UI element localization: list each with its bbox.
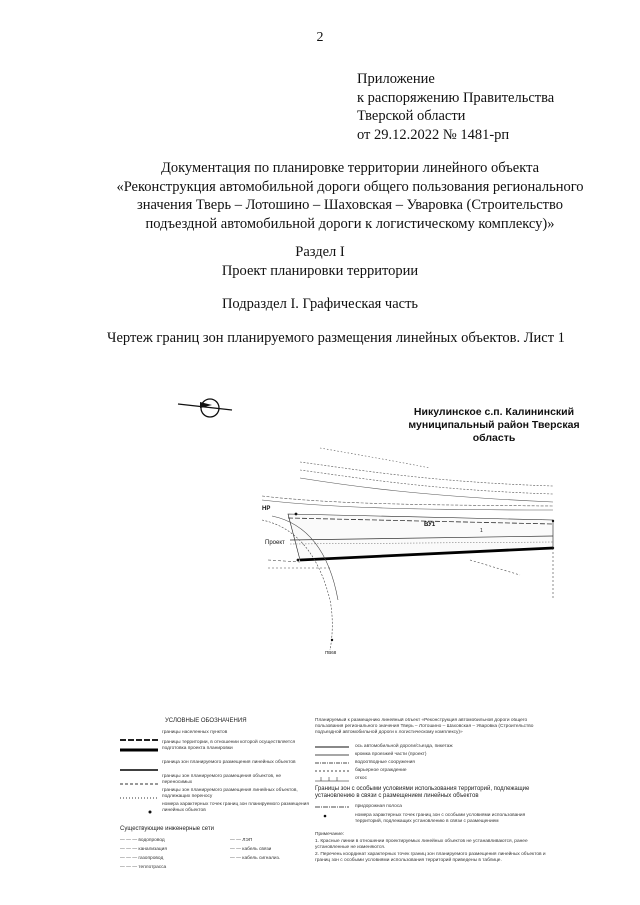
note-item: 2. Перечень координат характерных точек границ зон планируемого размещения линейных объектов и границ зон с особыми условиями использования территорий приведены в таблице. [315,852,546,863]
legend-left [120,718,310,888]
legend-symbol [315,804,349,810]
legend-text: номера характерных точек границ зон с особыми условиями использования территорий, подлежащих установлению в связи с размещением [355,813,526,824]
legend-text: ось автомобильной дороги/съезда, пикетаж [355,744,453,749]
map-mark-bottom: ПВ68 [325,650,337,655]
appendix-line: Тверской области [357,108,466,125]
appendix-block [357,70,554,144]
area-label-line: муниципальный район Тверская [408,419,580,431]
legend-right-header: Планируемый к размещению линейный объект «Реконструкция автомобильной дороги общего пользования регионального значения Тверь – Лотошино – Шаховская – Уваровка (Строительство подъездной автомобильной дороги к логистическому комплексу)» [315,718,534,735]
legend-row [120,740,296,758]
zones-items [315,804,553,827]
legend-text: границы зон планируемого размещения линейных объектов, подлежащих переносу [162,788,298,799]
legend-symbol [120,767,158,773]
legend-symbol [120,747,158,753]
map-mark-np: НР [262,506,271,512]
page-number: 2 [316,30,324,45]
area-label [394,406,594,445]
networks-header: Существующие инженерные сети [120,826,215,832]
network-item: — — ЛЭП [230,838,253,843]
title-line: «Реконструкция автомобильной дороги общего пользования регионального [116,178,584,195]
legend-row [315,744,553,752]
title-line: значения Тверь – Лотошино – Шаховская – Уваровка (Строительство [136,197,563,214]
planned-zone-boundary [288,514,553,560]
legend-text: границы зон планируемого размещения объектов, не переносимых [162,774,282,785]
legend-row [315,813,553,827]
north-arrow-icon [178,399,232,417]
document-title [60,159,640,233]
legend-row [120,802,309,820]
legend-text: граница зон планируемого размещения линейных объектов [162,760,296,765]
legend-text: придорожная полоса [355,804,402,809]
legend-symbol [315,813,349,819]
note-item: 1. Красные линии в отношении проектируемых линейных объектов не устанавливаются, ранее установленные не изменяются. [315,839,528,850]
area-label-line: область [472,432,516,444]
legend-text: кромка проезжей части (проект) [355,752,427,757]
appendix-line: Приложение [357,71,435,87]
appendix-line: к распоряжению Правительства [357,89,555,106]
legend-row [315,768,553,776]
map-mark-proekt: Проект [265,540,285,546]
zones-header: Границы зон с особыми условиями использования территорий, подлежащие установлению в связи с размещением линейных объектов [315,786,530,799]
legend-text: барьерное ограждение [355,768,407,773]
section-name: Проект планировки территории [221,263,419,279]
network-item: — — — водопровод [120,838,165,843]
legend-text: номера характерных точек границ зон планируемого размещения линейных объектов [162,802,309,813]
network-item: — — — теплотрасса [120,865,167,870]
legend-symbol [120,795,158,801]
subsection-heading: Подраздел I. Графическая часть [221,296,419,312]
network-item: — — — канализация [120,847,167,852]
legend-right-items [315,744,553,784]
legend-row [315,776,553,784]
existing-road-lines [262,448,553,510]
legend-text: откос [355,776,367,781]
legend-symbol [315,744,349,750]
network-item: — — кабель сигнализ. [230,856,281,861]
legend-text: границы населенных пунктов [162,730,228,735]
legend-text: водоотводные сооружения [355,760,415,765]
legend-symbol [315,776,349,782]
legend-symbol [315,760,349,766]
drawing-title: Чертеж границ зон планируемого размещения линейных объектов. Лист 1 [107,330,565,346]
legend-row [315,752,553,760]
legend-row [315,804,553,813]
legend-text: границы территории, в отношении которой осуществляется подготовка проекта планировки [162,740,296,751]
appendix-date: от 29.12.2022 № 1481-рп [357,126,510,143]
map-mark-vu: ВУ1 [424,522,436,528]
legend-symbol [315,768,349,774]
title-line: подъездной автомобильной дороги к логистическому комплексу)» [145,215,555,232]
legend-symbol [120,781,158,787]
legend-header: УСЛОВНЫЕ ОБОЗНАЧЕНИЯ [165,718,247,724]
network-item: — — — газопровод [120,856,164,861]
network-item: — — кабель связи [230,847,272,852]
title-line: Документация по планировке территории линейного объекта [160,160,540,176]
legend-row [315,760,553,768]
section-heading: Раздел I [295,244,345,260]
legend-symbol [120,809,158,815]
notes-header: Примечание: [315,832,345,837]
legend-symbol [315,752,349,758]
legend-right [315,718,555,888]
map-mark-number: 1 [480,528,483,534]
area-label-line: Никулинское с.п. Калининский [413,406,575,418]
